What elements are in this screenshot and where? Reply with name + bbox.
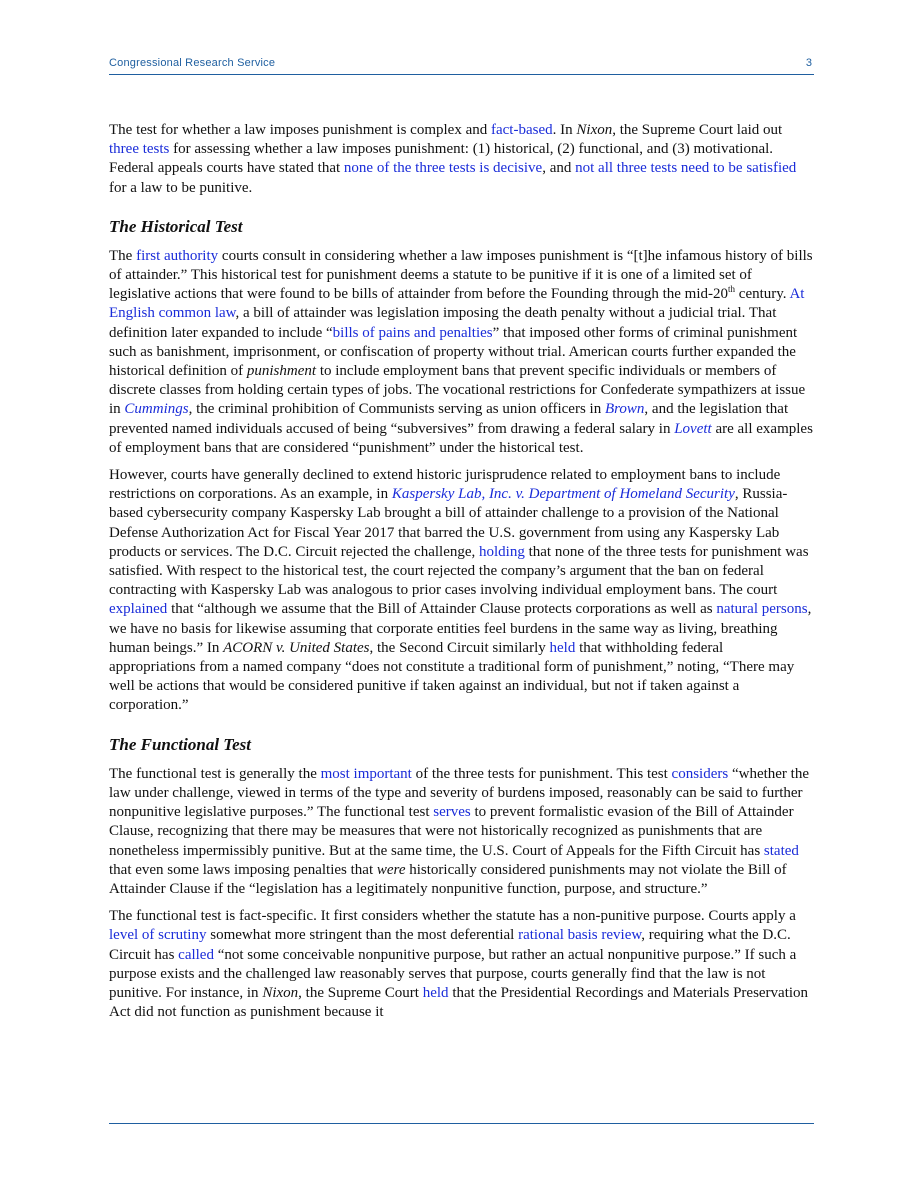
link-held-nixon[interactable]: held (422, 984, 449, 1001)
text: , a bill of attainder was legislation imposing the death penalty without a judicial trial. That definition later expanded to include “ (109, 305, 777, 341)
link-considers[interactable]: considers (671, 765, 729, 782)
link-brown[interactable]: Brown (604, 401, 645, 418)
link-english-common-law[interactable]: At English common law (109, 286, 805, 322)
case-name-nixon: Nixon (262, 984, 299, 1001)
text: of the three tests for punishment. This test (411, 765, 672, 782)
text: The functional test is fact-specific. It first considers whether the statute has a non-punitive purpose. Courts apply a (109, 908, 796, 925)
text: that “although we assume that the Bill of Attainder Clause protects corporations as well as (167, 601, 717, 618)
paragraph-historical-1 (109, 247, 813, 458)
link-level-of-scrutiny[interactable]: level of scrutiny (109, 927, 207, 944)
page-number: 3 (805, 57, 812, 69)
case-name-acorn: ACORN v. United States (223, 639, 370, 656)
superscript-th: th (728, 284, 736, 295)
italic-punishment: punishment (246, 363, 317, 380)
italic-were: were (376, 861, 406, 878)
text: , the Supreme Court laid out (612, 122, 783, 138)
heading-functional-test: The Functional Test (109, 734, 252, 754)
case-name-nixon: Nixon (576, 122, 613, 138)
link-stated[interactable]: stated (763, 842, 799, 859)
text: “whether the law under challenge, viewed in terms of the type and severity of burdens imposed, reasonably can be said to further nonpunitive legislative purposes.” The functional test (109, 765, 809, 821)
page-header (109, 57, 814, 75)
text: However, courts have generally declined to extend historic jurisprudence related to employment bans to include restrictions on corporations. As an example, in (109, 467, 781, 503)
text: , and the legislation that prevented named individuals accused of being “subversives” from drawing a federal salary in (109, 401, 789, 437)
link-fact-based[interactable]: fact-based (491, 122, 553, 138)
link-natural-persons[interactable]: natural persons (716, 601, 808, 618)
text: to prevent formalistic evasion of the Bill of Attainder Clause, recognizing that there may be measures that were not historically recognized as punishments that are nonetheless impermissibly punitive. But at the same time, the U.S. Court of Appeals for the Fifth Circuit has (109, 804, 794, 859)
link-kaspersky-case[interactable]: Kaspersky Lab, Inc. v. Department of Homeland Security (391, 486, 735, 503)
link-holding[interactable]: holding (479, 543, 525, 560)
text: . In (552, 122, 577, 138)
link-explained[interactable]: explained (109, 601, 168, 618)
header-org-name: Congressional Research Service (109, 57, 276, 69)
text: for a law to be punitive. (109, 179, 253, 196)
paragraph-functional-2 (109, 907, 813, 1022)
paragraph-functional-1 (109, 765, 813, 899)
link-called[interactable]: called (178, 946, 214, 963)
link-serves[interactable]: serves (433, 804, 471, 821)
text: The (109, 247, 137, 264)
text: courts consult in considering whether a law imposes punishment is “[t]he infamous history of bills of attainder.” This historical test for punishment deems a statute to be punitive if it is one of a limited set of legislative actions that were found to be bills of attainder from before the Founding through the mid-20 (109, 247, 813, 303)
text: historically considered punishments may not violate the Bill of Attainder Clause if the “legislation has a legitimately nonpunitive function, purpose, and structure.” (109, 861, 787, 897)
text: ” that imposed other forms of criminal punishment such as banishment, imprisonment, or confiscation of property without trial. American courts further expanded the historical definition of (109, 324, 798, 380)
text: are all examples of employment bans that are considered “punishment” under the historical test. (109, 420, 813, 456)
text: for assessing whether a law imposes punishment: (1) historical, (2) functional, and (3) motivational. Federal appeals courts have stated that (109, 141, 774, 177)
link-lovett[interactable]: Lovett (674, 420, 712, 437)
text: , we have no basis for likewise assuming that corporate entities feel burdens in the same way as living, breathing human beings.” In (109, 601, 812, 656)
link-most-important[interactable]: most important (320, 765, 412, 782)
text: that none of the three tests for punishment was satisfied. With respect to the historical test, the court rejected the company’s argument that the ban on federal contracting with Kaspersky Lab was analogous to prior cases involving individual employment bans. The court (109, 543, 809, 599)
paragraph-intro (109, 121, 813, 198)
link-held[interactable]: held (549, 639, 576, 656)
text: , the Second Circuit similarly (369, 639, 550, 656)
text: , the criminal prohibition of Communists serving as union officers in (188, 401, 605, 418)
text: century. (735, 286, 790, 303)
text: to include employment bans that prevent specific individuals or members of discrete classes from holding certain types of jobs. The vocational restrictions for Confederate sympathizers at issue in (109, 363, 806, 418)
text: , Russia-based cybersecurity company Kaspersky Lab brought a bill of attainder challenge to a provision of the National Defense Authorization Act for Fiscal Year 2017 that barred the U.S. government from using any Kaspersky Lab products or services. The D.C. Circuit rejected the challenge, (109, 486, 788, 560)
text: , requiring what the D.C. Circuit has (109, 927, 791, 963)
link-none-decisive[interactable]: none of the three tests is decisive (343, 160, 543, 177)
link-not-all-satisfied[interactable]: not all three tests need to be satisfied (575, 160, 797, 177)
text: that withholding federal appropriations from a named company “does not constitute a traditional form of punishment,” noting, “There may well be actions that would be considered punitive if taken against an individual, but not if taken against a corporation.” (109, 639, 795, 714)
text: that even some laws imposing penalties that (109, 861, 377, 878)
text: The test for whether a law imposes punishment is complex and (109, 122, 491, 138)
text: , the Supreme Court (298, 984, 423, 1001)
link-rational-basis-review[interactable]: rational basis review (518, 927, 642, 944)
link-bills-of-pains[interactable]: bills of pains and penalties (332, 324, 493, 341)
text: somewhat more stringent than the most deferential (206, 927, 519, 944)
link-three-tests[interactable]: three tests (109, 141, 170, 158)
footer-divider (109, 1123, 814, 1124)
text: The functional test is generally the (109, 765, 321, 782)
link-cummings[interactable]: Cummings (124, 401, 189, 418)
text: “not some conceivable nonpunitive purpose, but rather an actual nonpunitive purpose.” If such a purpose exists and the challenged law reasonably serves that purpose, courts generally find that the law is not punitive. For instance, in (109, 946, 797, 1001)
document-body (109, 121, 813, 1030)
text: that the Presidential Recordings and Materials Preservation Act did not function as punishment because it (109, 984, 809, 1021)
link-first-authority[interactable]: first authority (136, 247, 219, 264)
heading-historical-test: The Historical Test (109, 216, 243, 236)
text: , and (542, 160, 576, 177)
paragraph-historical-2 (109, 466, 813, 716)
